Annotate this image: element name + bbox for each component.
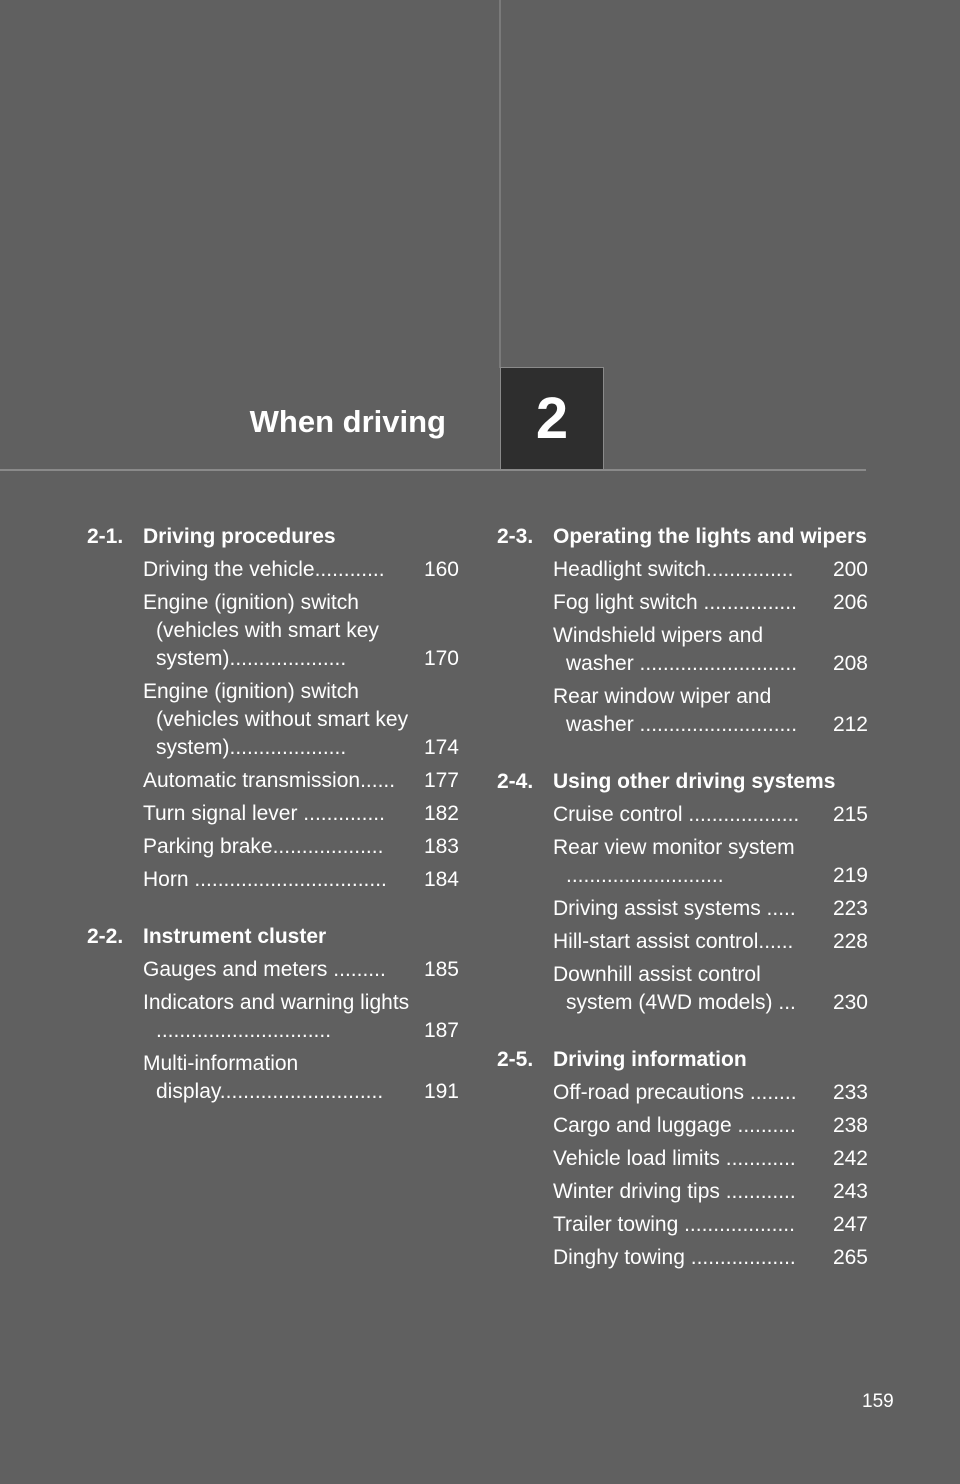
entry-page-number: 215 [832,803,868,826]
toc-entry[interactable] [553,834,868,890]
entry-title: Headlight switch............... [553,558,794,581]
entry-page-number: 191 [423,1080,459,1103]
entry-title: Horn ................................. [143,868,387,891]
entry-title: Parking brake................... [143,835,384,858]
chapter-number-tab [500,367,604,470]
entry-page-number: 160 [423,558,459,581]
toc-entry[interactable] [143,678,459,762]
entry-title: Off-road precautions ........ [553,1081,797,1104]
toc-entry[interactable] [143,956,459,984]
entry-page-number: 208 [832,652,868,675]
entry-page-number: 183 [423,835,459,858]
entry-title: Gauges and meters ......... [143,958,386,981]
section-heading[interactable] [497,1045,868,1075]
entry-page-number: 228 [832,930,868,953]
section-number: 2-4. [497,770,534,793]
entry-page-number: 174 [423,736,459,759]
toc-entry[interactable] [143,800,459,828]
toc-entry[interactable] [553,928,868,956]
entry-title: Dinghy towing .................. [553,1246,796,1269]
entry-page-number: 184 [423,868,459,891]
entry-title: Engine (ignition) switch (vehicles with smart key system).................... [143,591,379,670]
entry-page-number: 206 [832,591,868,614]
entry-title: Downhill assist control system (4WD models) ... [553,963,796,1014]
entry-page-number: 265 [832,1246,868,1269]
toc-column-left [87,522,459,1134]
entry-title: Winter driving tips ............ [553,1180,796,1203]
entry-page-number: 247 [832,1213,868,1236]
entry-page-number: 223 [832,897,868,920]
entry-title: Hill-start assist control...... [553,930,794,953]
section-title: Using other driving systems [553,770,836,793]
entry-title: Indicators and warning lights .............................. [143,991,410,1042]
entry-title: Driving assist systems ..... [553,897,796,920]
entry-title: Trailer towing ................... [553,1213,795,1236]
entry-page-number: 233 [832,1081,868,1104]
chapter-title: When driving [249,404,446,439]
toc-section [497,767,868,1017]
entry-title: Rear view monitor system ........................... [553,836,795,887]
entry-title: Rear window wiper and washer ........................... [553,685,798,736]
section-heading[interactable] [87,522,459,552]
toc-section [497,1045,868,1272]
entry-page-number: 187 [423,1019,459,1042]
toc-entry[interactable] [553,961,868,1017]
entry-title: Multi-information display............................ [143,1052,384,1103]
section-heading[interactable] [497,522,868,552]
entry-title: Fog light switch ................ [553,591,797,614]
section-title: Driving procedures [143,525,336,548]
section-number: 2-5. [497,1048,534,1071]
entry-title: Driving the vehicle............ [143,558,385,581]
entry-page-number: 200 [832,558,868,581]
toc-entry[interactable] [553,1079,868,1107]
entry-page-number: 177 [423,769,459,792]
toc-column-right [497,522,868,1300]
chapter-number: 2 [535,386,569,451]
toc-entry[interactable] [553,622,868,678]
toc-section [87,522,459,894]
entry-page-number: 243 [832,1180,868,1203]
chapter-divider-vertical [499,0,501,368]
section-number: 2-1. [87,525,124,548]
toc-entry[interactable] [553,1211,868,1239]
entry-page-number: 238 [832,1114,868,1137]
toc-section [497,522,868,739]
entry-page-number: 170 [423,647,459,670]
entry-title: Turn signal lever .............. [143,802,385,825]
toc-entry[interactable] [143,1050,459,1106]
entry-page-number: 219 [832,864,868,887]
toc-entry[interactable] [553,1145,868,1173]
toc-entry[interactable] [553,556,868,584]
entry-title: Vehicle load limits ............ [553,1147,796,1170]
toc-entry[interactable] [553,1244,868,1272]
section-heading[interactable] [87,922,459,952]
section-title: Driving information [553,1048,747,1071]
chapter-header-rule [0,469,866,471]
section-number: 2-3. [497,525,534,548]
toc-entry[interactable] [143,989,459,1045]
entry-page-number: 242 [832,1147,868,1170]
toc-entry[interactable] [143,589,459,673]
toc-section [87,922,459,1106]
toc-entry[interactable] [553,895,868,923]
toc-entry[interactable] [143,833,459,861]
toc-entry[interactable] [553,1112,868,1140]
toc-entry[interactable] [143,556,459,584]
entry-page-number: 212 [832,713,868,736]
toc-entry[interactable] [553,683,868,739]
toc-entry[interactable] [143,767,459,795]
section-title: Operating the lights and wipers [553,525,867,548]
entry-title: Cargo and luggage .......... [553,1114,796,1137]
entry-page-number: 185 [423,958,459,981]
page-number: 159 [862,1391,894,1412]
entry-title: Engine (ignition) switch (vehicles without smart key system).................... [143,680,409,759]
entry-page-number: 230 [832,991,868,1014]
entry-page-number: 182 [423,802,459,825]
section-title: Instrument cluster [143,925,327,948]
toc-entry[interactable] [553,589,868,617]
toc-entry[interactable] [553,801,868,829]
toc-entry[interactable] [553,1178,868,1206]
entry-title: Automatic transmission...... [143,769,396,792]
entry-title: Cruise control ................... [553,803,800,826]
toc-entry[interactable] [143,866,459,894]
entry-title: Windshield wipers and washer ........................... [553,624,798,675]
section-heading[interactable] [497,767,868,797]
section-number: 2-2. [87,925,124,948]
